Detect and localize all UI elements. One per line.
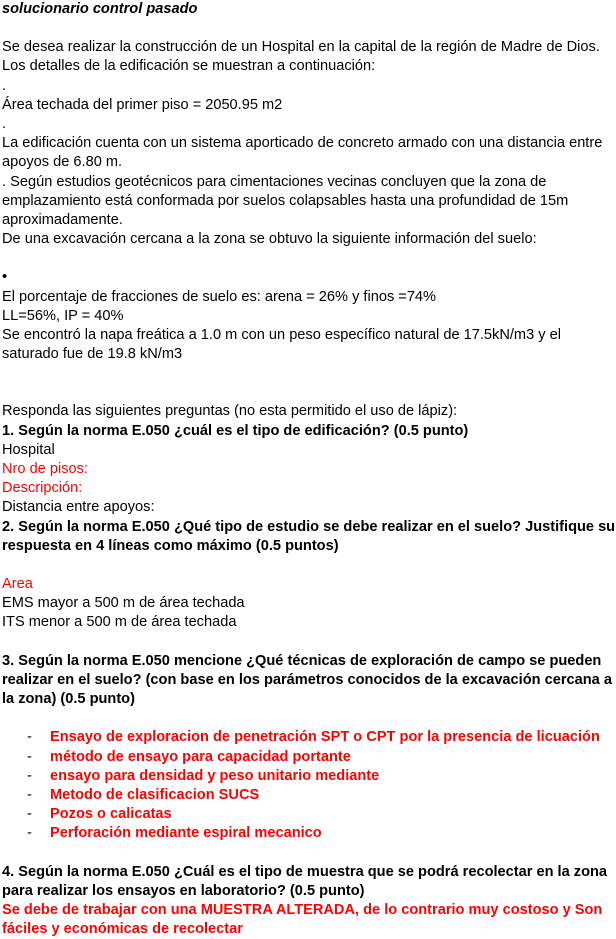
question-4: 4. Según la norma E.050 ¿Cuál es el tipo de muestra que se podrá recolectar en la zona para realizar los ensayos en laboratorio? (0.5 punto) xyxy=(2,863,608,899)
roof-area-text: Área techada del primer piso = 2050.95 m2 xyxy=(2,96,283,113)
dash-mark: - xyxy=(27,806,32,823)
question-2: 2. Según la norma E.050 ¿Qué tipo de estudio se debe realizar en el suelo? Justifique su respuesta en 4 líneas como máximo (0.5 puntos) xyxy=(2,518,616,554)
soil-limits-text: LL=56%, IP = 40% xyxy=(2,307,124,324)
floors-label: Nro de pisos: xyxy=(2,461,88,478)
spacer xyxy=(2,19,616,38)
dash-mark: - xyxy=(27,729,32,746)
dash-mark: - xyxy=(27,748,32,765)
spacer xyxy=(2,709,616,728)
instructions-text: Responda las siguientes preguntas (no esta permitido el uso de lápiz): xyxy=(2,403,458,420)
answer-1: Hospital xyxy=(2,441,55,458)
spacer xyxy=(2,633,616,652)
list-item xyxy=(2,786,616,805)
list-item xyxy=(2,805,616,824)
its-text: ITS menor a 500 m de área techada xyxy=(2,614,237,631)
list-item xyxy=(2,767,616,786)
intro-paragraph: Se desea realizar la construcción de un Hospital en la capital de la región de Madre de Dios. Los detalles de la edificación se muestran a continuación: xyxy=(2,39,600,75)
question-3: 3. Según la norma E.050 mencione ¿Qué técnicas de exploración de campo se pueden realizar en el suelo? (con base en los parámetros conocidos de la excavación cercana a la zona) (0.5 punto) xyxy=(2,652,612,708)
list-item-text: Perforación mediante espiral mecanico xyxy=(50,825,322,842)
question-1: 1. Según la norma E.050 ¿cuál es el tipo de edificación? (0.5 punto) xyxy=(2,422,469,439)
spacer xyxy=(2,364,616,402)
soil-fractions-text: El porcentaje de fracciones de suelo es: arena = 26% y finos =74% xyxy=(2,288,437,305)
excavation-text: De una excavación cercana a la zona se obtuvo la siguiente información del suelo: xyxy=(2,231,537,248)
intro-dot: . xyxy=(2,77,7,94)
dash-mark: - xyxy=(27,825,32,842)
geotechnical-text: . Según estudios geotécnicos para cimentaciones vecinas concluyen que la zona de emplazamiento está conformada por suelos colapsables hasta una profundidad de 15m aproximadamente. xyxy=(2,173,569,229)
description-label: Descripción: xyxy=(2,480,83,497)
dash-mark: - xyxy=(27,786,32,803)
supports-label: Distancia entre apoyos: xyxy=(2,499,155,516)
list-item-text: Pozos o calicatas xyxy=(50,806,172,823)
list-item xyxy=(2,824,616,843)
bullet-mark: • xyxy=(2,269,8,286)
structural-system-text: La edificación cuenta con un sistema aporticado de concreto armado con una distancia entre apoyos de 6.80 m. xyxy=(2,135,603,171)
list-item xyxy=(2,728,616,747)
intro-dot: . xyxy=(2,116,7,133)
list-item-text: Metodo de clasificacion SUCS xyxy=(50,786,260,803)
spacer xyxy=(2,556,616,575)
water-table-text: Se encontró la napa freática a 1.0 m con un peso específico natural de 17.5kN/m3 y el saturado fue de 19.8 kN/m3 xyxy=(2,327,561,363)
list-item-text: Ensayo de exploracion de penetración SPT o CPT por la presencia de licuación xyxy=(50,729,600,746)
list-item-text: ensayo para densidad y peso unitario mediante xyxy=(50,767,380,784)
dash-mark: - xyxy=(27,767,32,784)
spacer xyxy=(2,844,616,863)
document-title: solucionario control pasado xyxy=(2,1,198,17)
spacer xyxy=(2,249,616,268)
techniques-list xyxy=(2,728,616,843)
list-item xyxy=(2,748,616,767)
list-item-text: método de ensayo para capacidad portante xyxy=(50,748,351,765)
area-label: Area xyxy=(2,576,33,593)
answer-4: Se debe de trabajar con una MUESTRA ALTERADA, de lo contrario muy costoso y Son fáciles y económicas de recolectar xyxy=(2,901,603,938)
ems-text: EMS mayor a 500 m de área techada xyxy=(2,595,245,612)
